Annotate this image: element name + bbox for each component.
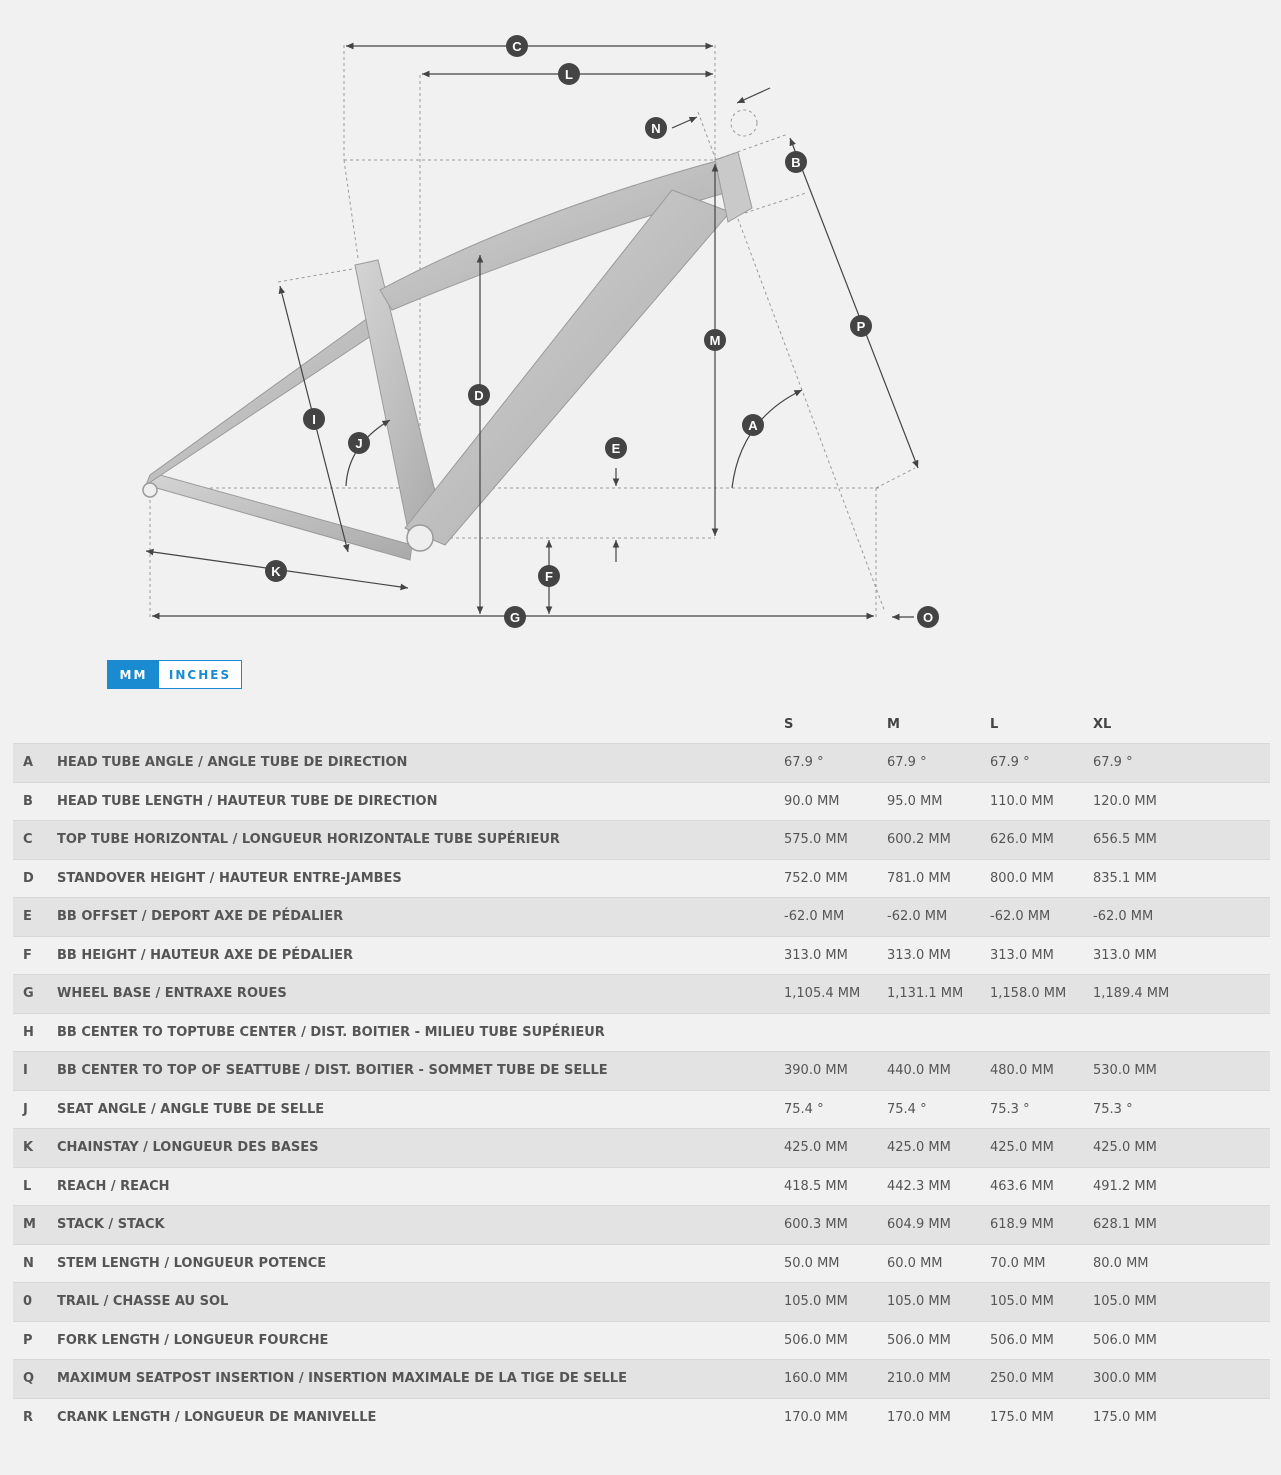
svg-text:P: P xyxy=(856,319,866,334)
row-value-m: 210.0 MM xyxy=(887,1371,951,1387)
row-value-l: 105.0 MM xyxy=(990,1294,1054,1310)
table-row xyxy=(13,859,1270,898)
badge-l xyxy=(558,63,580,85)
row-value-xl: -62.0 MM xyxy=(1093,909,1154,925)
row-label: WHEEL BASE / ENTRAXE ROUES xyxy=(57,986,287,1002)
row-value-s: -62.0 MM xyxy=(784,909,845,925)
row-value-m: 781.0 MM xyxy=(887,870,951,886)
row-label: FORK LENGTH / LONGUEUR FOURCHE xyxy=(57,1332,329,1348)
row-value-xl: 1,189.4 MM xyxy=(1093,986,1170,1002)
row-value-l: 618.9 MM xyxy=(990,1217,1054,1233)
row-value-xl: 300.0 MM xyxy=(1093,1371,1157,1387)
row-key: B xyxy=(23,793,33,809)
row-label: BB CENTER TO TOP OF SEATTUBE / DIST. BOITIER - SOMMET TUBE DE SELLE xyxy=(57,1063,608,1079)
row-key: J xyxy=(23,1101,28,1117)
row-label: BB OFFSET / DEPORT AXE DE PÉDALIER xyxy=(57,909,344,925)
table-row xyxy=(13,821,1270,860)
row-value-l: 175.0 MM xyxy=(990,1410,1054,1425)
svg-text:A: A xyxy=(748,418,758,433)
row-value-s: 418.5 MM xyxy=(784,1178,848,1194)
row-value-xl: 80.0 MM xyxy=(1093,1255,1149,1271)
svg-text:M: M xyxy=(709,333,721,348)
badge-k xyxy=(265,560,287,582)
row-value-xl: 628.1 MM xyxy=(1093,1217,1157,1233)
row-label: SEAT ANGLE / ANGLE TUBE DE SELLE xyxy=(57,1101,325,1117)
svg-text:I: I xyxy=(312,412,316,427)
row-key: M xyxy=(23,1217,36,1233)
badge-m xyxy=(704,329,726,351)
badge-e xyxy=(605,437,627,459)
header-size-s: S xyxy=(784,717,794,732)
badge-p xyxy=(850,315,872,337)
svg-text:D: D xyxy=(474,388,484,403)
row-value-m: 440.0 MM xyxy=(887,1063,951,1079)
badge-n xyxy=(645,117,667,139)
row-label: BB CENTER TO TOPTUBE CENTER / DIST. BOITIER - MILIEU TUBE SUPÉRIEUR xyxy=(57,1024,605,1040)
row-value-m: 1,131.1 MM xyxy=(887,986,964,1002)
svg-text:G: G xyxy=(509,610,521,625)
row-label: STANDOVER HEIGHT / HAUTEUR ENTRE-JAMBES xyxy=(57,870,402,886)
row-value-xl: 105.0 MM xyxy=(1093,1294,1157,1310)
row-value-l: 506.0 MM xyxy=(990,1332,1054,1348)
table-row xyxy=(13,1129,1270,1168)
svg-text:J: J xyxy=(355,436,363,451)
table-body xyxy=(13,744,1270,1437)
row-value-m xyxy=(887,1013,990,1052)
row-key: E xyxy=(23,909,32,925)
row-value-s: 752.0 MM xyxy=(784,870,848,886)
row-value-xl: 506.0 MM xyxy=(1093,1332,1157,1348)
row-value-s: 170.0 MM xyxy=(784,1410,848,1425)
unit-toggle xyxy=(107,660,242,689)
row-value-l: 463.6 MM xyxy=(990,1178,1054,1194)
row-value-l: 70.0 MM xyxy=(990,1255,1046,1271)
row-value-xl: 120.0 MM xyxy=(1093,793,1157,809)
row-key: F xyxy=(23,947,32,963)
row-key: I xyxy=(23,1063,28,1079)
row-label: BB HEIGHT / HAUTEUR AXE DE PÉDALIER xyxy=(57,947,354,963)
row-value-l: 425.0 MM xyxy=(990,1140,1054,1156)
table-row xyxy=(13,1398,1270,1437)
svg-text:L: L xyxy=(565,67,573,82)
row-value-s: 425.0 MM xyxy=(784,1140,848,1156)
row-value-m: 105.0 MM xyxy=(887,1294,951,1310)
badge-c xyxy=(506,35,528,57)
table-row xyxy=(13,1360,1270,1399)
row-key: K xyxy=(23,1140,34,1156)
row-value-m: 60.0 MM xyxy=(887,1255,943,1271)
row-value-s: 575.0 MM xyxy=(784,832,848,848)
row-key: C xyxy=(23,832,33,848)
header-key xyxy=(13,706,57,744)
row-key: 0 xyxy=(23,1294,33,1310)
row-value-s: 506.0 MM xyxy=(784,1332,848,1348)
row-label: TOP TUBE HORIZONTAL / LONGUEUR HORIZONTALE TUBE SUPÉRIEUR xyxy=(57,832,560,848)
frame-geometry-svg xyxy=(0,0,1281,650)
row-key: P xyxy=(23,1332,33,1348)
badge-j xyxy=(348,432,370,454)
row-value-s: 390.0 MM xyxy=(784,1063,848,1079)
row-label: HEAD TUBE ANGLE / ANGLE TUBE DE DIRECTION xyxy=(57,755,408,771)
svg-text:C: C xyxy=(512,39,522,54)
row-value-l: 626.0 MM xyxy=(990,832,1054,848)
table-row xyxy=(13,1206,1270,1245)
row-label: STEM LENGTH / LONGUEUR POTENCE xyxy=(57,1255,327,1271)
row-value-s: 1,105.4 MM xyxy=(784,986,861,1002)
row-label: MAXIMUM SEATPOST INSERTION / INSERTION MAXIMALE DE LA TIGE DE SELLE xyxy=(57,1371,627,1387)
row-key: A xyxy=(23,755,34,771)
header-size-xl: XL xyxy=(1093,717,1112,732)
svg-text:N: N xyxy=(651,121,661,136)
unit-mm-button[interactable]: MM xyxy=(108,661,159,688)
row-value-l: 250.0 MM xyxy=(990,1371,1054,1387)
row-label: HEAD TUBE LENGTH / HAUTEUR TUBE DE DIRECTION xyxy=(57,793,438,809)
table-row xyxy=(13,1167,1270,1206)
row-value-m: -62.0 MM xyxy=(887,909,948,925)
row-value-l: 67.9 ° xyxy=(990,755,1030,771)
badge-f xyxy=(538,565,560,587)
row-value-m: 95.0 MM xyxy=(887,793,943,809)
row-label: STACK / STACK xyxy=(57,1217,165,1233)
row-value-l xyxy=(990,1013,1093,1052)
table-row xyxy=(13,898,1270,937)
header-size-l: L xyxy=(990,717,999,732)
row-value-s: 67.9 ° xyxy=(784,755,824,771)
unit-inches-button[interactable]: INCHES xyxy=(159,661,241,688)
table-row xyxy=(13,1244,1270,1283)
row-value-m: 75.4 ° xyxy=(887,1101,927,1117)
badge-g xyxy=(504,606,526,628)
row-value-l: 1,158.0 MM xyxy=(990,986,1067,1002)
row-key: Q xyxy=(23,1371,35,1387)
row-value-m: 506.0 MM xyxy=(887,1332,951,1348)
row-label: REACH / REACH xyxy=(57,1178,170,1194)
dimension-lines xyxy=(146,46,918,617)
row-label: CHAINSTAY / LONGUEUR DES BASES xyxy=(57,1140,319,1156)
badge-b xyxy=(785,151,807,173)
bike-frame xyxy=(143,110,757,560)
table-row xyxy=(13,1052,1270,1091)
header-size-m: M xyxy=(887,717,900,732)
table-row xyxy=(13,782,1270,821)
row-value-s: 160.0 MM xyxy=(784,1371,848,1387)
row-key: H xyxy=(23,1024,34,1040)
row-key: G xyxy=(23,986,34,1002)
badge-d xyxy=(468,384,490,406)
svg-text:F: F xyxy=(545,569,553,584)
row-value-s xyxy=(784,1013,887,1052)
row-label: TRAIL / CHASSE AU SOL xyxy=(57,1294,229,1310)
row-value-l: -62.0 MM xyxy=(990,909,1051,925)
row-value-xl xyxy=(1093,1013,1270,1052)
row-value-xl: 425.0 MM xyxy=(1093,1140,1157,1156)
row-value-m: 170.0 MM xyxy=(887,1410,951,1425)
row-value-m: 604.9 MM xyxy=(887,1217,951,1233)
row-value-s: 90.0 MM xyxy=(784,793,840,809)
row-value-xl: 75.3 ° xyxy=(1093,1101,1133,1117)
row-value-s: 105.0 MM xyxy=(784,1294,848,1310)
row-value-m: 313.0 MM xyxy=(887,947,951,963)
row-key: R xyxy=(23,1410,34,1425)
table-row xyxy=(13,1090,1270,1129)
table-row xyxy=(13,1321,1270,1360)
row-value-l: 75.3 ° xyxy=(990,1101,1030,1117)
svg-text:E: E xyxy=(611,441,621,456)
table-row xyxy=(13,975,1270,1014)
row-value-xl: 313.0 MM xyxy=(1093,947,1157,963)
table-row xyxy=(13,744,1270,783)
row-key: N xyxy=(23,1255,34,1271)
svg-text:K: K xyxy=(271,564,281,579)
row-value-m: 442.3 MM xyxy=(887,1178,951,1194)
table-row xyxy=(13,1013,1270,1052)
row-value-s: 600.3 MM xyxy=(784,1217,848,1233)
badge-o xyxy=(917,606,939,628)
row-value-m: 425.0 MM xyxy=(887,1140,951,1156)
svg-text:O: O xyxy=(922,610,934,625)
row-value-xl: 491.2 MM xyxy=(1093,1178,1157,1194)
row-value-s: 75.4 ° xyxy=(784,1101,824,1117)
frame-geometry-diagram xyxy=(0,0,1281,650)
badge-a xyxy=(742,414,764,436)
row-value-m: 600.2 MM xyxy=(887,832,951,848)
construction-lines xyxy=(150,45,915,618)
row-label: CRANK LENGTH / LONGUEUR DE MANIVELLE xyxy=(57,1410,377,1425)
row-value-s: 313.0 MM xyxy=(784,947,848,963)
row-value-xl: 656.5 MM xyxy=(1093,832,1157,848)
table-header xyxy=(13,706,1270,744)
table-row xyxy=(13,1283,1270,1322)
header-label xyxy=(57,706,784,744)
row-value-xl: 67.9 ° xyxy=(1093,755,1133,771)
row-value-l: 313.0 MM xyxy=(990,947,1054,963)
row-value-xl: 835.1 MM xyxy=(1093,870,1157,886)
row-key: L xyxy=(23,1178,32,1194)
row-value-s: 50.0 MM xyxy=(784,1255,840,1271)
row-value-l: 110.0 MM xyxy=(990,793,1054,809)
table-row xyxy=(13,936,1270,975)
geometry-table xyxy=(13,706,1270,1437)
row-value-l: 480.0 MM xyxy=(990,1063,1054,1079)
row-value-xl: 530.0 MM xyxy=(1093,1063,1157,1079)
row-key: D xyxy=(23,870,34,886)
row-value-xl: 175.0 MM xyxy=(1093,1410,1157,1425)
row-value-m: 67.9 ° xyxy=(887,755,927,771)
row-value-l: 800.0 MM xyxy=(990,870,1054,886)
badge-i xyxy=(303,408,325,430)
svg-text:B: B xyxy=(791,155,801,170)
